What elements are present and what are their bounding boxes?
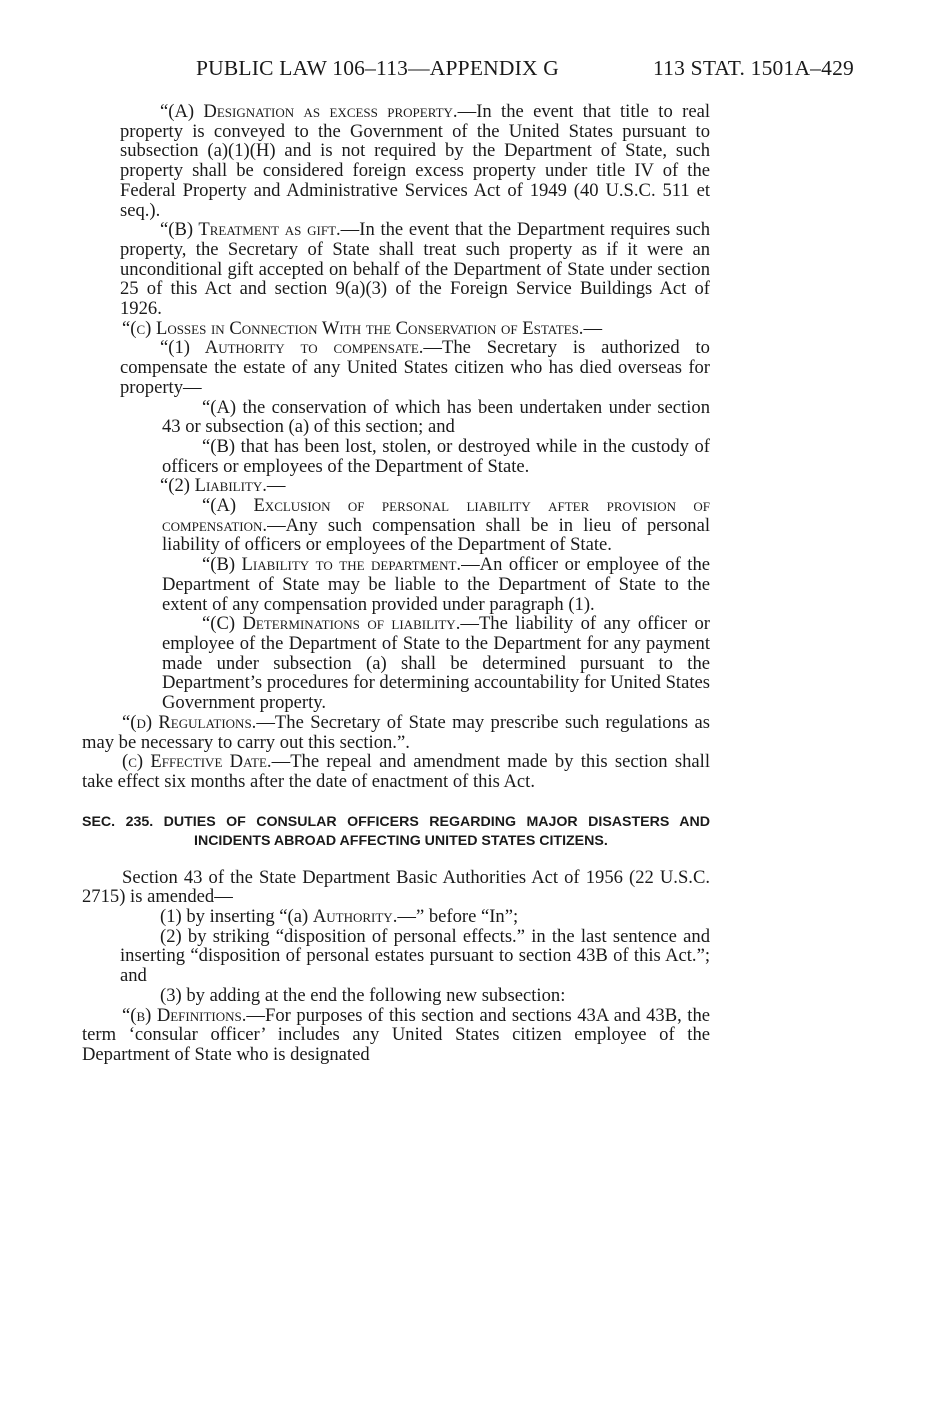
heading: “(c) Losses in Connection With the Conservation of Estates. (122, 317, 584, 339)
para-c1A: “(A) the conservation of which has been undertaken under section 43 or subsection (a) of this section; and (162, 396, 710, 438)
para-B-treatment: “(B) Treatment as gift.—In the event that the Department requires such property, the Secretary of State shall treat such property as if it were an unconditional gift accepted on behalf of the Department of State under section 25 of this Act and section 9(a)(3) of the Foreign Service Buildings Act of 1926. (120, 219, 710, 320)
sec-intro: Section 43 of the State Department Basic Authorities Act of 1956 (22 U.S.C. 2715) is amended— (82, 866, 710, 908)
heading: “(C) Determinations of liability. (202, 613, 461, 635)
heading: “(A) Exclusion of personal liability after provision of compensation. (162, 495, 710, 536)
heading: “(b) Definitions. (122, 1004, 247, 1026)
page-header (196, 56, 854, 81)
para-d-regulations: “(d) Regulations.—The Secretary of State may prescribe such regulations as may be necessary to carry out this section.”. (82, 711, 710, 753)
sec-item-2: (2) by striking “disposition of personal effects.” in the last sentence and inserting “disposition of personal estates pursuant to section 43B of this Act.”; and (120, 925, 710, 987)
running-head-title: PUBLIC LAW 106–113—APPENDIX G (196, 56, 560, 80)
sec-item-3: (3) by adding at the end the following new subsection: (160, 984, 566, 1006)
para-c-losses: “(c) Losses in Connection With the Conservation of Estates.— (122, 317, 603, 339)
heading: “(d) Regulations. (122, 711, 257, 733)
heading: “(1) Authority to compensate. (160, 337, 424, 359)
para-c1-authority: “(1) Authority to compensate.—The Secretary is authorized to compensate the estate of any United States citizen who has died overseas for property— (120, 337, 710, 398)
para-c2C: “(C) Determinations of liability.—The liability of any officer or employee of the Department of State to the Department for any payment made under subsection (a) shall be determined pursuant to the Department’s procedures for determining accountability for United States Government property. (162, 613, 710, 714)
statute-text (82, 102, 710, 1065)
heading: “(B) Treatment as gift. (160, 219, 341, 241)
heading: “(A) Designation as excess property. (160, 101, 458, 122)
para-c2-liability: “(2) Liability.— (160, 475, 286, 497)
sec-item-1: (1) by inserting “(a) Authority.—” before “In”; (160, 906, 519, 928)
para-c-effective-date: (c) Effective Date.—The repeal and amendment made by this section shall take effect six months after the date of enactment of this Act. (82, 751, 710, 792)
stat-citation: 113 STAT. 1501A–429 (653, 56, 854, 80)
para-b-definitions: “(b) Definitions.—For purposes of this section and sections 43A and 43B, the term ‘consular officer’ includes any United States citizen employee of the Department of State who is designated (82, 1004, 710, 1065)
para-A-designation: “(A) Designation as excess property.—In the event that title to real property is conveyed to the Government of the United States pursuant to subsection (a)(1)(H) and is not required by the Department of State, such property shall be considered foreign excess property under title IV of the Federal Property and Administrative Services Act of 1949 (40 U.S.C. 511 et seq.). (120, 101, 710, 221)
heading: (c) Effective Date. (122, 751, 272, 773)
para-c2A: “(A) Exclusion of personal liability after provision of compensation.—Any such compensation shall be in lieu of personal liability of officers or employees of the Department of State. (162, 495, 710, 556)
heading: “(2) Liability. (160, 475, 267, 497)
para-c2B: “(B) Liability to the department.—An officer or employee of the Department of State may be liable to the Department of State to the extent of any compensation provided under paragraph (1). (162, 554, 710, 615)
para-c1B: “(B) that has been lost, stolen, or destroyed while in the custody of officers or employees of the Department of State. (162, 435, 710, 477)
heading: “(B) Liability to the department. (202, 554, 462, 576)
section-heading: SEC. 235. DUTIES OF CONSULAR OFFICERS REGARDING MAJOR DISASTERS AND INCIDENTS ABROAD AFFECTING UNITED STATES CITIZENS. (82, 813, 710, 850)
